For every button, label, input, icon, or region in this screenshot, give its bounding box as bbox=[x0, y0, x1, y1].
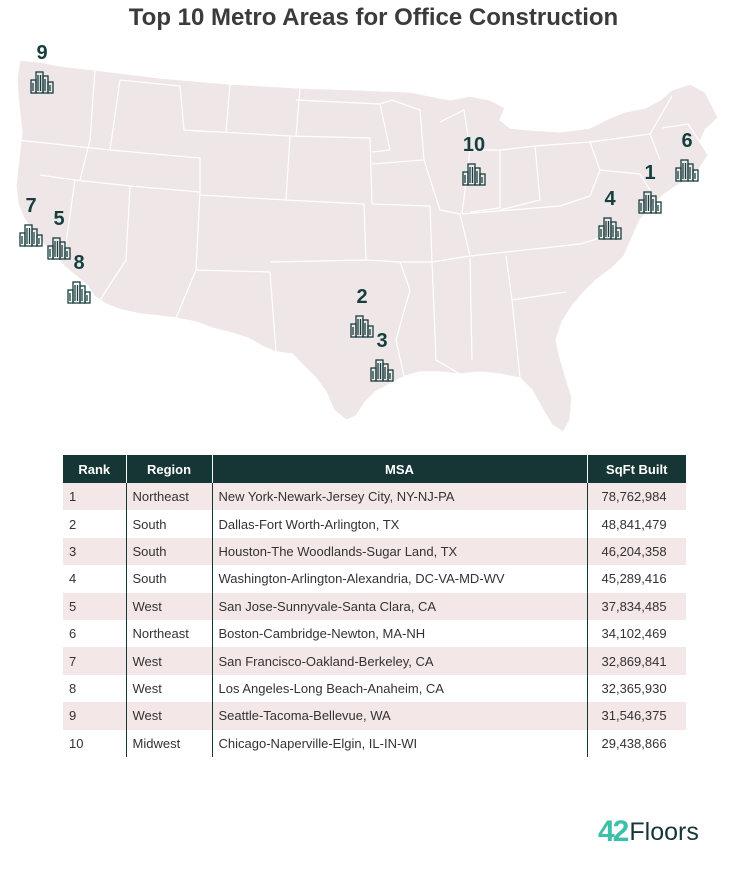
table-row bbox=[63, 647, 686, 674]
cell-sqft: 45,289,416 bbox=[587, 565, 686, 592]
building-icon bbox=[66, 276, 92, 304]
logo-mark: 42 bbox=[598, 815, 628, 848]
cell-region: South bbox=[126, 538, 212, 565]
cell-sqft: 29,438,866 bbox=[587, 730, 686, 757]
cell-rank: 6 bbox=[63, 620, 126, 647]
table-row bbox=[63, 702, 686, 729]
header-region: Region bbox=[126, 455, 212, 483]
cell-rank: 5 bbox=[63, 593, 126, 620]
cell-sqft: 48,841,479 bbox=[587, 510, 686, 537]
marker-label: 5 bbox=[53, 208, 65, 230]
marker-label: 6 bbox=[681, 130, 693, 152]
marker-label: 1 bbox=[644, 162, 656, 184]
cell-sqft: 46,204,358 bbox=[587, 538, 686, 565]
cell-sqft: 32,869,841 bbox=[587, 647, 686, 674]
cell-region: West bbox=[126, 647, 212, 674]
cell-msa: Los Angeles-Long Beach-Anaheim, CA bbox=[212, 675, 587, 702]
building-icon bbox=[461, 158, 487, 186]
table-header-row bbox=[63, 455, 686, 483]
cell-msa: Houston-The Woodlands-Sugar Land, TX bbox=[212, 538, 587, 565]
us-land bbox=[16, 60, 718, 432]
building-icon bbox=[369, 354, 395, 382]
cell-region: South bbox=[126, 510, 212, 537]
cell-region: South bbox=[126, 565, 212, 592]
table-row bbox=[63, 510, 686, 537]
building-icon bbox=[29, 66, 55, 94]
marker-label: 8 bbox=[73, 252, 85, 274]
cell-region: West bbox=[126, 675, 212, 702]
header-msa: MSA bbox=[212, 455, 587, 483]
cell-sqft: 37,834,485 bbox=[587, 593, 686, 620]
cell-rank: 2 bbox=[63, 510, 126, 537]
building-icon bbox=[597, 212, 623, 240]
marker-label: 10 bbox=[462, 134, 486, 156]
marker-label: 4 bbox=[604, 188, 616, 210]
marker-label: 7 bbox=[25, 195, 37, 217]
brand-logo bbox=[598, 812, 699, 852]
cell-region: Northeast bbox=[126, 620, 212, 647]
table-row bbox=[63, 538, 686, 565]
cell-msa: Seattle-Tacoma-Bellevue, WA bbox=[212, 702, 587, 729]
marker-label: 3 bbox=[376, 330, 388, 352]
chart-title: Top 10 Metro Areas for Office Construction bbox=[128, 4, 619, 31]
building-icon bbox=[637, 186, 663, 214]
marker-label: 2 bbox=[356, 286, 368, 308]
cell-rank: 4 bbox=[63, 565, 126, 592]
cell-msa: Washington-Arlington-Alexandria, DC-VA-MD-WV bbox=[212, 565, 587, 592]
cell-rank: 10 bbox=[63, 730, 126, 757]
cell-msa: Chicago-Naperville-Elgin, IL-IN-WI bbox=[212, 730, 587, 757]
cell-msa: New York-Newark-Jersey City, NY-NJ-PA bbox=[212, 483, 587, 510]
cell-rank: 7 bbox=[63, 647, 126, 674]
table-row bbox=[63, 675, 686, 702]
cell-rank: 1 bbox=[63, 483, 126, 510]
table-row bbox=[63, 730, 686, 757]
table-row bbox=[63, 565, 686, 592]
table-row bbox=[63, 620, 686, 647]
cell-sqft: 31,546,375 bbox=[587, 702, 686, 729]
table-row bbox=[63, 483, 686, 510]
cell-region: West bbox=[126, 702, 212, 729]
cell-msa: Dallas-Fort Worth-Arlington, TX bbox=[212, 510, 587, 537]
cell-sqft: 78,762,984 bbox=[587, 483, 686, 510]
cell-region: West bbox=[126, 593, 212, 620]
table-row bbox=[63, 593, 686, 620]
cell-region: Northeast bbox=[126, 483, 212, 510]
header-sqft: SqFt Built bbox=[587, 455, 686, 483]
cell-sqft: 34,102,469 bbox=[587, 620, 686, 647]
logo-wordmark: Floors bbox=[629, 817, 699, 846]
cell-rank: 8 bbox=[63, 675, 126, 702]
marker-label: 9 bbox=[36, 42, 48, 64]
cell-rank: 9 bbox=[63, 702, 126, 729]
cell-msa: Boston-Cambridge-Newton, MA-NH bbox=[212, 620, 587, 647]
cell-region: Midwest bbox=[126, 730, 212, 757]
header-rank: Rank bbox=[63, 455, 126, 483]
rankings-table bbox=[63, 455, 686, 757]
building-icon bbox=[674, 154, 700, 182]
cell-msa: San Jose-Sunnyvale-Santa Clara, CA bbox=[212, 593, 587, 620]
cell-sqft: 32,365,930 bbox=[587, 675, 686, 702]
cell-rank: 3 bbox=[63, 538, 126, 565]
cell-msa: San Francisco-Oakland-Berkeley, CA bbox=[212, 647, 587, 674]
